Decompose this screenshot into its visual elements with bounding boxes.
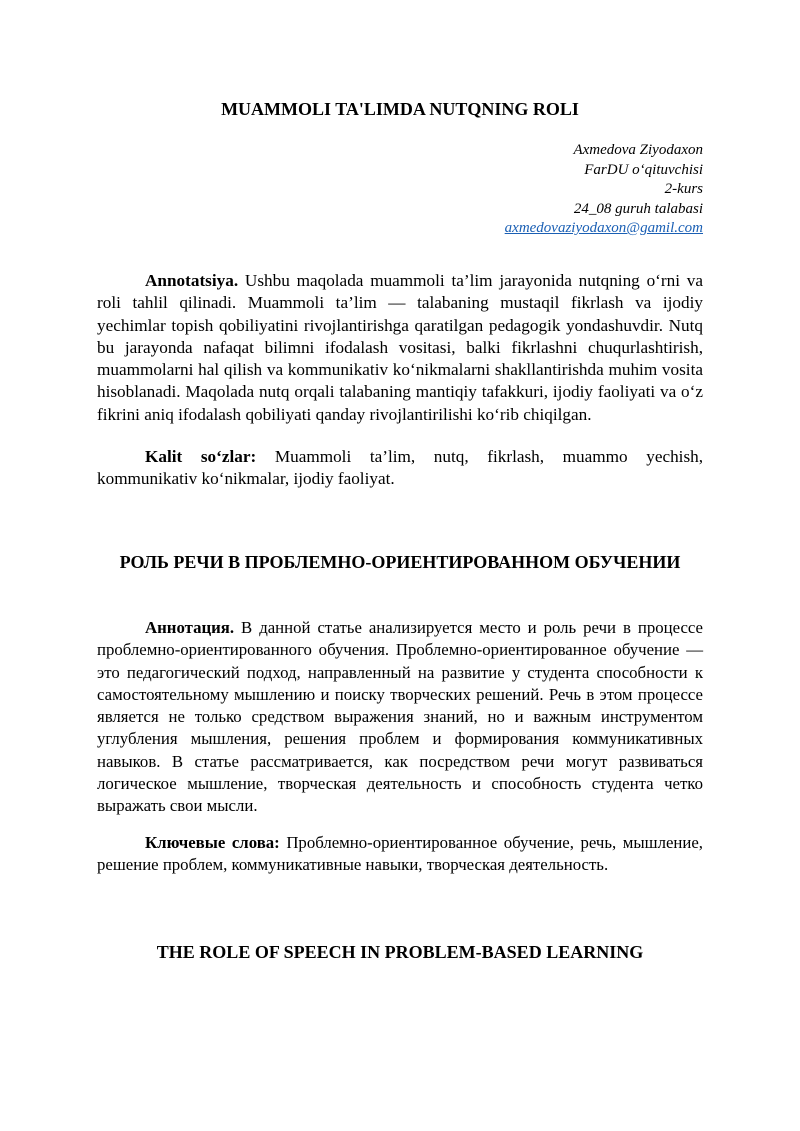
- author-course: 2-kurs: [664, 181, 703, 197]
- author-email-link[interactable]: axmedovaziyodaxon@gamil.com: [504, 220, 703, 236]
- author-name: Axmedova Ziyodaxon: [573, 142, 703, 158]
- abstract-uzbek: [97, 270, 703, 426]
- title-english: THE ROLE OF SPEECH IN PROBLEM-BASED LEARNING: [156, 942, 644, 962]
- abstract-text-uzbek: Ushbu maqolada muammoli ta’lim jarayonida nutqning o‘rni va roli tahlil qilinadi. Muammoli ta’lim — talabaning mustaqil fikrlash va ijodiy yechimlar topish qobiliyatini rivojlantirishga qaratilgan pedagogik yondashuvdir. Nutq bu jarayonda nafaqat bilimni ifodalash vositasi, balki fikrlashni chuqurlashtirish, muammolarni hal qilish va kommunikativ ko‘nikmalarni shakllantirishda muhim vosita hisoblanadi. Maqolada nutq orqali talabaning mantiqiy tafakkuri, ijodiy faoliyati va o‘z fikrini aniq ifodalash qobiliyati qanday rivojlantirilishi ko‘rib chiqilgan.: [97, 271, 703, 424]
- keywords-russian: [97, 832, 703, 877]
- keywords-text-russian: Проблемно-ориентированное обучение, речь, мышление, решение проблем, коммуникативные навыки, творческая деятельность.: [97, 833, 703, 875]
- keywords-uzbek: [97, 446, 703, 491]
- title-uzbek: MUAMMOLI TA'LIMDA NUTQNING ROLI: [221, 99, 579, 119]
- keywords-label-russian: Ключевые слова:: [145, 833, 280, 852]
- author-position: FarDU o‘qituvchisi: [584, 161, 703, 178]
- abstract-label-russian: Аннотация.: [145, 618, 235, 637]
- keywords-text-uzbek: Muammoli ta’lim, nutq, fikrlash, muammo yechish, kommunikativ ko‘nikmalar, ijodiy faoliyat.: [97, 447, 704, 489]
- abstract-russian: [97, 617, 703, 818]
- title-russian: РОЛЬ РЕЧИ В ПРОБЛЕМНО-ОРИЕНТИРОВАННОМ ОБУЧЕНИИ: [119, 552, 681, 572]
- author-block: [505, 141, 703, 239]
- abstract-text-russian: В данной статье анализируется место и роль речи в процессе проблемно-ориентированного обучения. Проблемно-ориентированное обучение — это педагогический подход, направленный на развитие у студента способности к самостоятельному мышлению и поиску творческих решений. Речь в этом процессе является не только средством выражения знаний, но и важным инструментом углубления мышления, решения проблем и формирования коммуникативных навыков. В статье рассматривается, как посредством речи могут развиваться логическое мышление, творческая деятельность и способность студента четко выражать свои мысли.: [97, 618, 703, 816]
- keywords-label-uzbek: Kalit so‘zlar:: [145, 447, 257, 466]
- abstract-label-uzbek: Annotatsiya.: [145, 271, 239, 290]
- author-group: 24_08 guruh talabasi: [573, 200, 703, 217]
